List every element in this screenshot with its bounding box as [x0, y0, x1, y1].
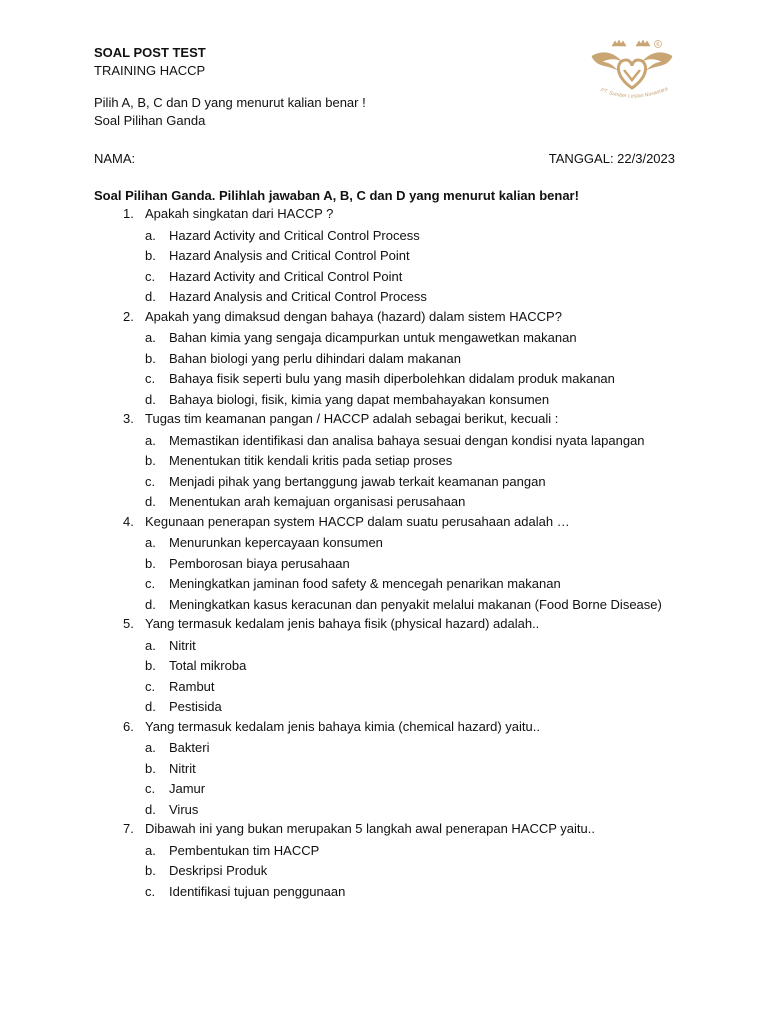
option-text: Hazard Analysis and Critical Control Process [169, 289, 427, 304]
option-text: Menentukan titik kendali kritis pada setiap proses [169, 453, 453, 468]
option-letter: b. [145, 555, 156, 571]
option-letter: c. [145, 781, 156, 796]
option-text: Nitrit [169, 637, 196, 653]
option-letter: b. [145, 760, 156, 776]
option-letter: c. [145, 576, 156, 591]
option-letter: d. [145, 596, 156, 612]
question-line [94, 513, 675, 534]
answer-option [94, 759, 675, 780]
question-item [94, 718, 675, 821]
option-letter: a. [145, 535, 156, 550]
option-text: Menjadi pihak yang bertanggung jawab terkait keamanan pangan [169, 473, 546, 489]
option-letter: c. [145, 678, 156, 694]
question-number: 5. [123, 616, 134, 631]
option-letter: c. [145, 268, 156, 284]
document-title: SOAL POST TEST [94, 45, 206, 60]
option-letter: b. [145, 248, 156, 263]
option-letter: b. [145, 658, 156, 673]
question-text: Dibawah ini yang bukan merupakan 5 langkah awal penerapan HACCP yaitu.. [145, 821, 595, 836]
option-letter: c. [145, 371, 156, 386]
question-text: Kegunaan penerapan system HACCP dalam suatu perusahaan adalah … [145, 513, 570, 529]
answer-option [94, 677, 675, 698]
option-letter: a. [145, 842, 156, 858]
answer-option [94, 451, 675, 472]
company-name: PT. Sumber Lestari Nusantara [599, 86, 669, 100]
option-letter: d. [145, 289, 156, 304]
option-text: Menentukan arah kemajuan organisasi perusahaan [169, 494, 466, 509]
answer-option [94, 431, 675, 452]
option-text: Bahan biologi yang perlu dihindari dalam makanan [169, 350, 461, 366]
option-letter: a. [145, 740, 156, 755]
option-letter: c. [145, 473, 156, 489]
svg-text:R: R [656, 42, 660, 48]
document-subtitle: TRAINING HACCP [94, 63, 206, 78]
answer-option [94, 533, 675, 554]
spacer [94, 80, 654, 94]
question-text: Yang termasuk kedalam jenis bahaya kimia (chemical hazard) yaitu.. [145, 718, 540, 734]
question-text: Apakah yang dimaksud dengan bahaya (hazard) dalam sistem HACCP? [145, 308, 562, 324]
option-text: Pembentukan tim HACCP [169, 842, 320, 858]
left-crown-icon [612, 40, 626, 46]
company-logo [584, 36, 684, 108]
answer-option [94, 369, 675, 390]
option-text: Meningkatkan kasus keracunan dan penyakit melalui makanan (Food Borne Disease) [169, 596, 662, 612]
name-date-row [94, 150, 675, 168]
heart-icon [618, 60, 645, 88]
option-text: Hazard Analysis and Critical Control Point [169, 248, 410, 263]
question-list [94, 205, 675, 902]
answer-option [94, 841, 675, 862]
option-letter: a. [145, 637, 156, 653]
question-text: Apakah singkatan dari HACCP ? [145, 206, 334, 221]
option-text: Jamur [169, 781, 206, 796]
answer-option [94, 595, 675, 616]
answer-option [94, 226, 675, 247]
question-type: Soal Pilihan Ganda [94, 113, 206, 128]
answer-option [94, 390, 675, 411]
answer-option [94, 882, 675, 903]
question-line [94, 308, 675, 329]
option-text: Virus [169, 801, 199, 817]
answer-option [94, 246, 675, 267]
name-label: NAMA: [94, 151, 136, 166]
option-text: Bakteri [169, 740, 210, 755]
option-text: Bahaya fisik seperti bulu yang masih diperbolehkan didalam produk makanan [169, 371, 615, 386]
section-intro: Soal Pilihan Ganda. Pilihlah jawaban A, B, C dan D yang menurut kalian benar! [94, 188, 579, 203]
option-letter: b. [145, 453, 156, 468]
option-text: Memastikan identifikasi dan analisa bahaya sesuai dengan kondisi nyata lapangan [169, 432, 645, 448]
question-line [94, 615, 675, 636]
question-item [94, 513, 675, 616]
answer-option [94, 636, 675, 657]
option-text: Total mikroba [169, 658, 247, 673]
question-number: 4. [123, 513, 134, 529]
option-text: Rambut [169, 678, 215, 694]
answer-option [94, 287, 675, 308]
option-letter: a. [145, 330, 156, 345]
answer-option [94, 492, 675, 513]
option-text: Pestisida [169, 699, 222, 714]
option-text: Identifikasi tujuan penggunaan [169, 883, 346, 899]
answer-option [94, 738, 675, 759]
answer-option [94, 861, 675, 882]
question-line [94, 410, 675, 431]
option-text: Bahaya biologi, fisik, kimia yang dapat membahayakan konsumen [169, 391, 550, 407]
question-number: 1. [123, 206, 134, 221]
option-letter: b. [145, 350, 156, 366]
question-item [94, 308, 675, 411]
answer-option [94, 656, 675, 677]
question-item [94, 410, 675, 513]
instruction-text: Pilih A, B, C dan D yang menurut kalian benar ! [94, 95, 366, 110]
question-number: 7. [123, 821, 134, 836]
question-item [94, 205, 675, 308]
right-crown-icon [636, 40, 650, 46]
question-number: 2. [123, 308, 134, 324]
answer-option [94, 574, 675, 595]
answer-option [94, 267, 675, 288]
question-number: 6. [123, 718, 134, 734]
option-letter: a. [145, 227, 156, 243]
document-header [94, 44, 654, 130]
question-item [94, 615, 675, 718]
option-text: Meningkatkan jaminan food safety & mencegah penarikan makanan [169, 576, 561, 591]
option-text: Bahan kimia yang sengaja dicampurkan untuk mengawetkan makanan [169, 330, 577, 345]
option-letter: c. [145, 883, 156, 899]
date-label: TANGGAL: 22/3/2023 [548, 151, 675, 166]
question-line [94, 718, 675, 739]
question-text: Tugas tim keamanan pangan / HACCP adalah sebagai berikut, kecuali : [145, 411, 559, 426]
option-text: Menurunkan kepercayaan konsumen [169, 535, 383, 550]
option-text: Hazard Activity and Critical Control Process [169, 227, 420, 243]
option-text: Deskripsi Produk [169, 863, 268, 878]
question-text: Yang termasuk kedalam jenis bahaya fisik (physical hazard) adalah.. [145, 616, 540, 631]
answer-option [94, 328, 675, 349]
answer-option [94, 800, 675, 821]
question-line [94, 820, 675, 841]
answer-option [94, 554, 675, 575]
answer-option [94, 779, 675, 800]
option-text: Hazard Activity and Critical Control Point [169, 268, 403, 284]
question-item [94, 820, 675, 902]
option-text: Nitrit [169, 760, 196, 776]
option-text: Pemborosan biaya perusahaan [169, 555, 350, 571]
option-letter: b. [145, 863, 156, 878]
answer-option [94, 349, 675, 370]
answer-option [94, 697, 675, 718]
option-letter: d. [145, 699, 156, 714]
answer-option [94, 472, 675, 493]
option-letter: a. [145, 432, 156, 448]
question-number: 3. [123, 411, 134, 426]
option-letter: d. [145, 494, 156, 509]
option-letter: d. [145, 391, 156, 407]
question-line [94, 205, 675, 226]
option-letter: d. [145, 801, 156, 817]
